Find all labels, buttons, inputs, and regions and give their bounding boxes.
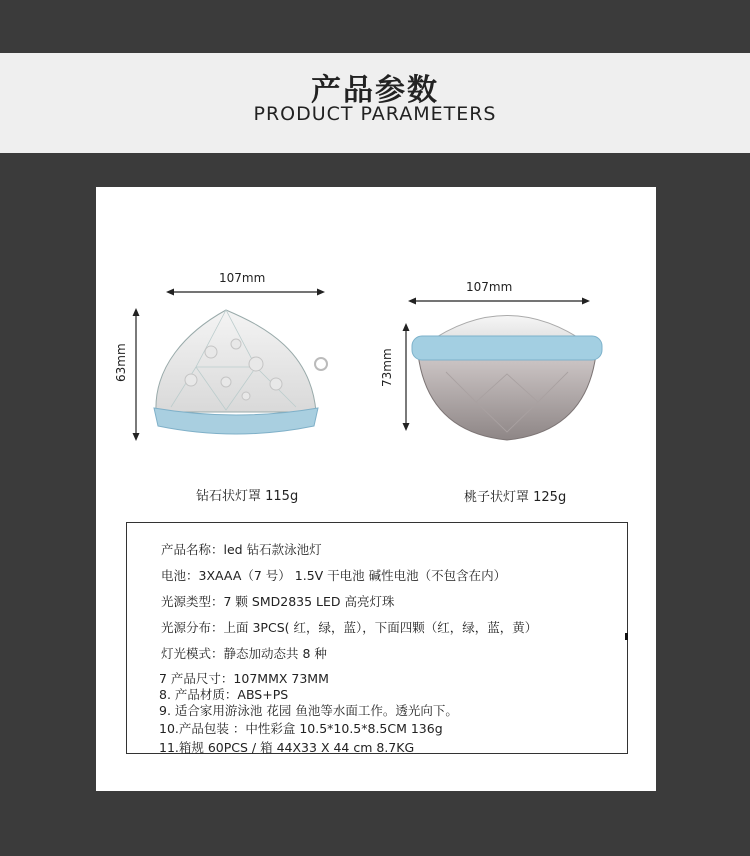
spec-line: 产品名称：led 钻石款泳池灯 [161,542,322,557]
spec-line: 9. 适合家用游泳池 花园 鱼池等水面工作。透光向下。 [159,703,458,718]
peach-height-label: 73mm [380,348,394,387]
spec-line: 7 产品尺寸：107MMX 73MM [159,671,329,686]
page-subtitle: PRODUCT PARAMETERS [253,103,497,125]
spec-line: 电池：3XAAA（7 号） 1.5V 干电池 碱性电池（不包含在内） [161,568,507,583]
spec-line: 光源分布：上面 3PCS( 红，绿，蓝），下面四颗（红，绿，蓝，黄） [161,620,538,635]
peach-width-label: 107mm [466,280,513,294]
diamond-caption: 钻石状灯罩 115g [196,489,299,504]
stray-mark [625,633,628,640]
page-title: 产品参数 [311,73,439,108]
diamond-height-label: 63mm [114,343,128,382]
spec-line: 光源类型：7 颗 SMD2835 LED 高亮灯珠 [161,594,395,609]
diamond-width-label: 107mm [219,271,266,285]
spec-line: 8. 产品材质：ABS+PS [159,687,289,702]
spec-line: 10.产品包装 ：中性彩盒 10.5*10.5*8.5CM 136g [159,721,443,736]
spec-line: 11.箱规 60PCS / 箱 44X33 X 44 cm 8.7KG [159,740,415,755]
spec-box [126,522,628,754]
peach-caption: 桃子状灯罩 125g [464,490,567,505]
diamond-lamp-drawing [116,272,336,457]
peach-lamp-drawing [386,282,606,462]
content-panel [96,187,656,791]
spec-line: 灯光模式：静态加动态共 8 种 [161,646,327,661]
